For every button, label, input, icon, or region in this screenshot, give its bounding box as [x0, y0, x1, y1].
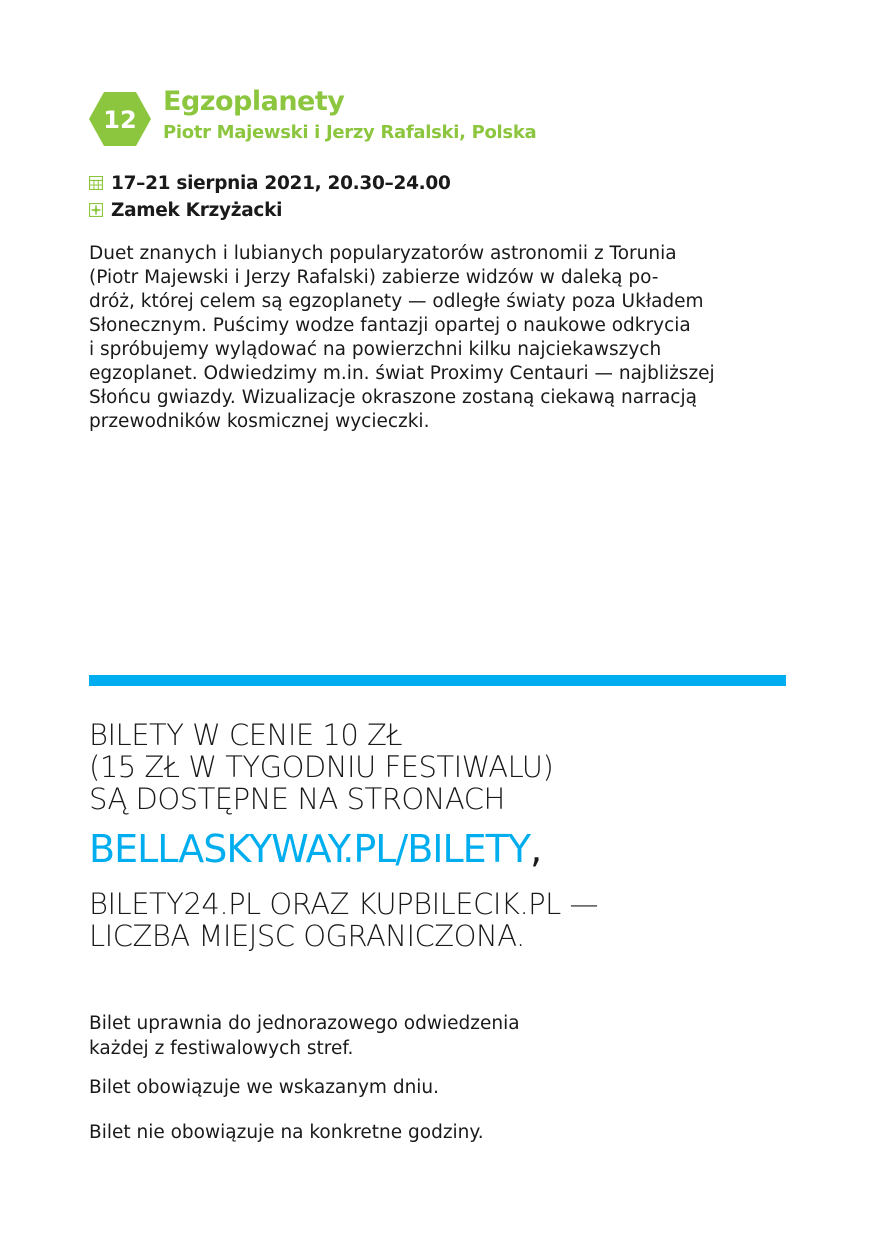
note-1-line-2: każdej z festiwalowych stref. [89, 1038, 354, 1059]
description-line: dróż, której celem są egzoplanety — odległe światy poza Układem [89, 291, 704, 312]
description-line: (Piotr Majewski i Jerzy Rafalski) zabierze widzów w daleką po- [89, 267, 659, 288]
event-venue: Zamek Krzyżacki [111, 200, 283, 221]
note-2: Bilet obowiązuje we wskazanym dniu. [89, 1077, 440, 1098]
description-line: przewodników kosmicznej wycieczki. [89, 411, 430, 432]
event-number-badge [88, 91, 152, 147]
event-venue-row [89, 199, 282, 223]
description-line: Słonecznym. Puścimy wodze fantazji opartej o naukowe odkrycia [89, 315, 691, 336]
hexagon-icon [88, 91, 152, 147]
note-1-line-1: Bilet uprawnia do jednorazowego odwiedzenia [89, 1013, 520, 1034]
divider-bar [89, 675, 786, 686]
description-line: i spróbujemy wylądować na powierzchni kilku najciekawszych [89, 339, 662, 360]
event-title: Egzoplanety [163, 86, 345, 117]
description-line: Duet znanych i lubianych popularyzatorów astronomii z Torunia [89, 243, 677, 264]
event-description [89, 242, 809, 434]
ticket-url-row [89, 826, 541, 872]
event-number: 12 [103, 106, 137, 134]
ticket-sites-line: BILETY24.PL ORAZ KUPBILECIK.PL — [89, 887, 599, 921]
ticket-festival-price-line: (15 ZŁ W TYGODNIU FESTIWALU) [89, 750, 554, 784]
ticket-price-line: BILETY W CENIE 10 ZŁ [89, 718, 403, 752]
ticket-limited-line: LICZBA MIEJSC OGRANICZONA. [89, 919, 525, 953]
ticket-availability-line: SĄ DOSTĘPNE NA STRONACH [89, 782, 505, 816]
location-icon [89, 200, 103, 214]
url-comma: , [530, 827, 542, 871]
description-line: Słońcu gwiazdy. Wizualizacje okraszone zostaną ciekawą narracją [89, 387, 697, 408]
description-line: egzoplanet. Odwiedzimy m.in. świat Proximy Centauri — najbliższej [89, 363, 715, 384]
event-authors: Piotr Majewski i Jerzy Rafalski, Polska [163, 122, 537, 143]
calendar-icon [89, 173, 103, 187]
event-date: 17–21 sierpnia 2021, 20.30–24.00 [111, 173, 451, 194]
note-3: Bilet nie obowiązuje na konkretne godziny. [89, 1122, 484, 1143]
event-date-row [89, 172, 451, 196]
ticket-url-link[interactable]: BELLASKYWAY.PL/BILETY [89, 827, 531, 871]
